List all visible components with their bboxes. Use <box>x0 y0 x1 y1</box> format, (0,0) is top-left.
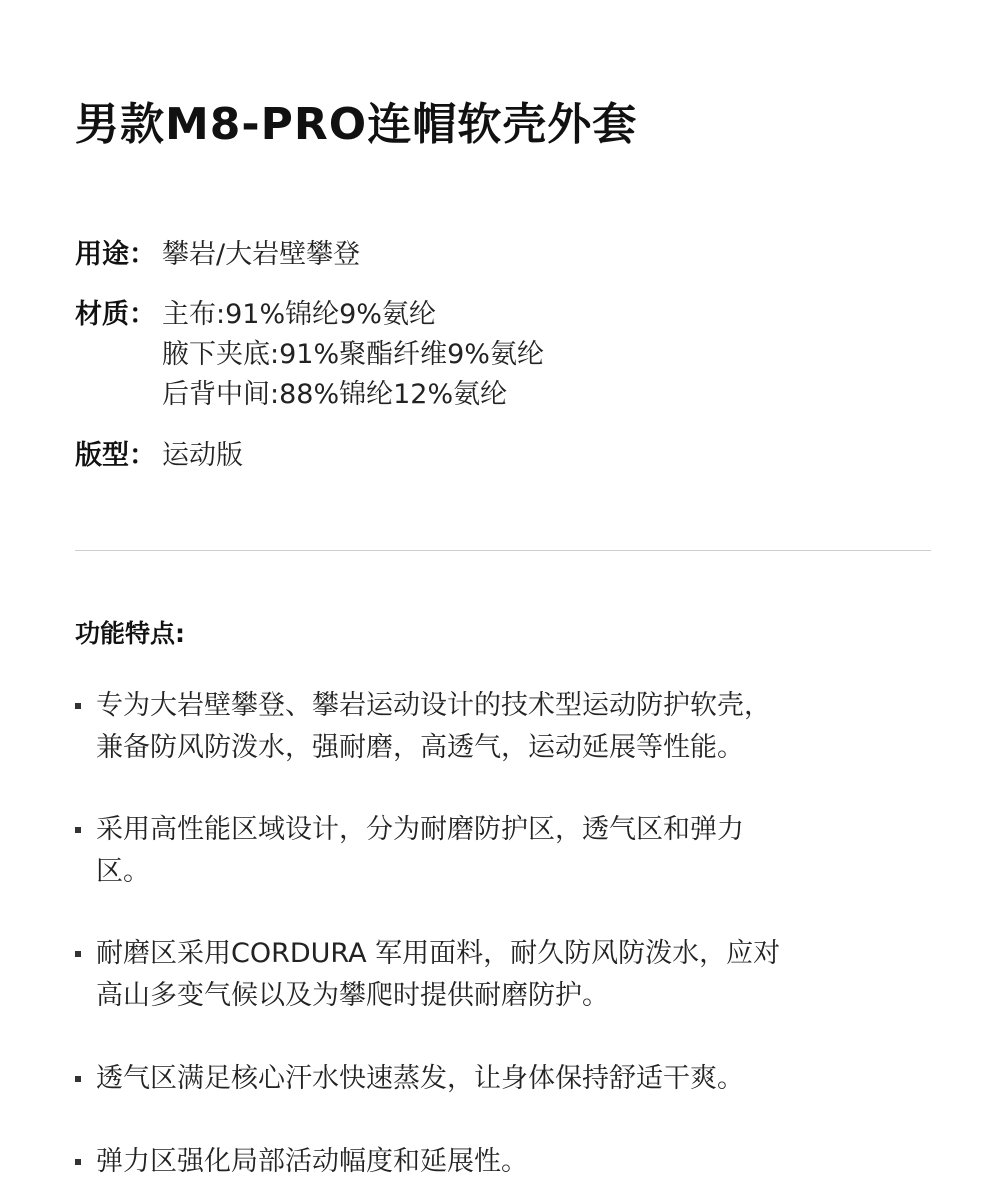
features-heading: 功能特点: <box>75 619 185 648</box>
feature-item <box>75 685 896 769</box>
feature-line: 兼备防风防泼水，强耐磨，高透气，运动延展等性能。 <box>96 732 744 763</box>
feature-text <box>96 1058 896 1100</box>
feature-line: 采用高性能区域设计，分为耐磨防护区，透气区和弹力 <box>96 814 744 845</box>
spec-usage-label: 用途： <box>75 239 156 270</box>
bullet-square-icon <box>75 1159 81 1165</box>
spec-usage-value <box>162 235 360 275</box>
bullet-square-icon <box>75 827 81 833</box>
feature-line: 弹力区强化局部活动幅度和延展性。 <box>96 1146 528 1177</box>
feature-line: 高山多变气候以及为攀爬时提供耐磨防护。 <box>96 980 609 1011</box>
spec-usage-line: 攀岩/大岩壁攀登 <box>162 239 361 270</box>
spec-fit-value <box>162 436 243 476</box>
spec-material-value <box>162 295 544 415</box>
spec-material-line: 腋下夹底:91%聚酯纤维9%氨纶 <box>162 339 544 370</box>
feature-text <box>96 809 896 893</box>
spec-usage <box>75 235 360 275</box>
feature-item <box>75 933 896 1017</box>
spec-fit-line: 运动版 <box>162 440 243 471</box>
bullet-square-icon <box>75 951 81 957</box>
spec-material <box>75 295 544 415</box>
spec-material-line: 后背中间:88%锦纶12%氨纶 <box>162 379 508 410</box>
feature-line: 区。 <box>96 856 150 887</box>
feature-line: 耐磨区采用CORDURA 军用面料，耐久防风防泼水，应对 <box>96 938 781 969</box>
bullet-square-icon <box>75 703 81 709</box>
product-title: 男款M8-PRO连帽软壳外套 <box>75 99 638 150</box>
bullet-square-icon <box>75 1076 81 1082</box>
feature-item <box>75 809 896 893</box>
spec-material-line: 主布:91%锦纶9%氨纶 <box>162 299 436 330</box>
feature-text <box>96 685 896 769</box>
feature-text <box>96 933 896 1017</box>
feature-item <box>75 1141 896 1183</box>
spec-fit <box>75 436 243 476</box>
feature-item <box>75 1058 896 1100</box>
feature-line: 透气区满足核心汗水快速蒸发，让身体保持舒适干爽。 <box>96 1063 744 1094</box>
feature-text <box>96 1141 896 1183</box>
spec-fit-label: 版型： <box>75 440 156 471</box>
feature-line: 专为大岩壁攀登、攀岩运动设计的技术型运动防护软壳， <box>96 690 771 721</box>
section-divider <box>75 550 931 551</box>
spec-material-label: 材质： <box>75 299 156 330</box>
